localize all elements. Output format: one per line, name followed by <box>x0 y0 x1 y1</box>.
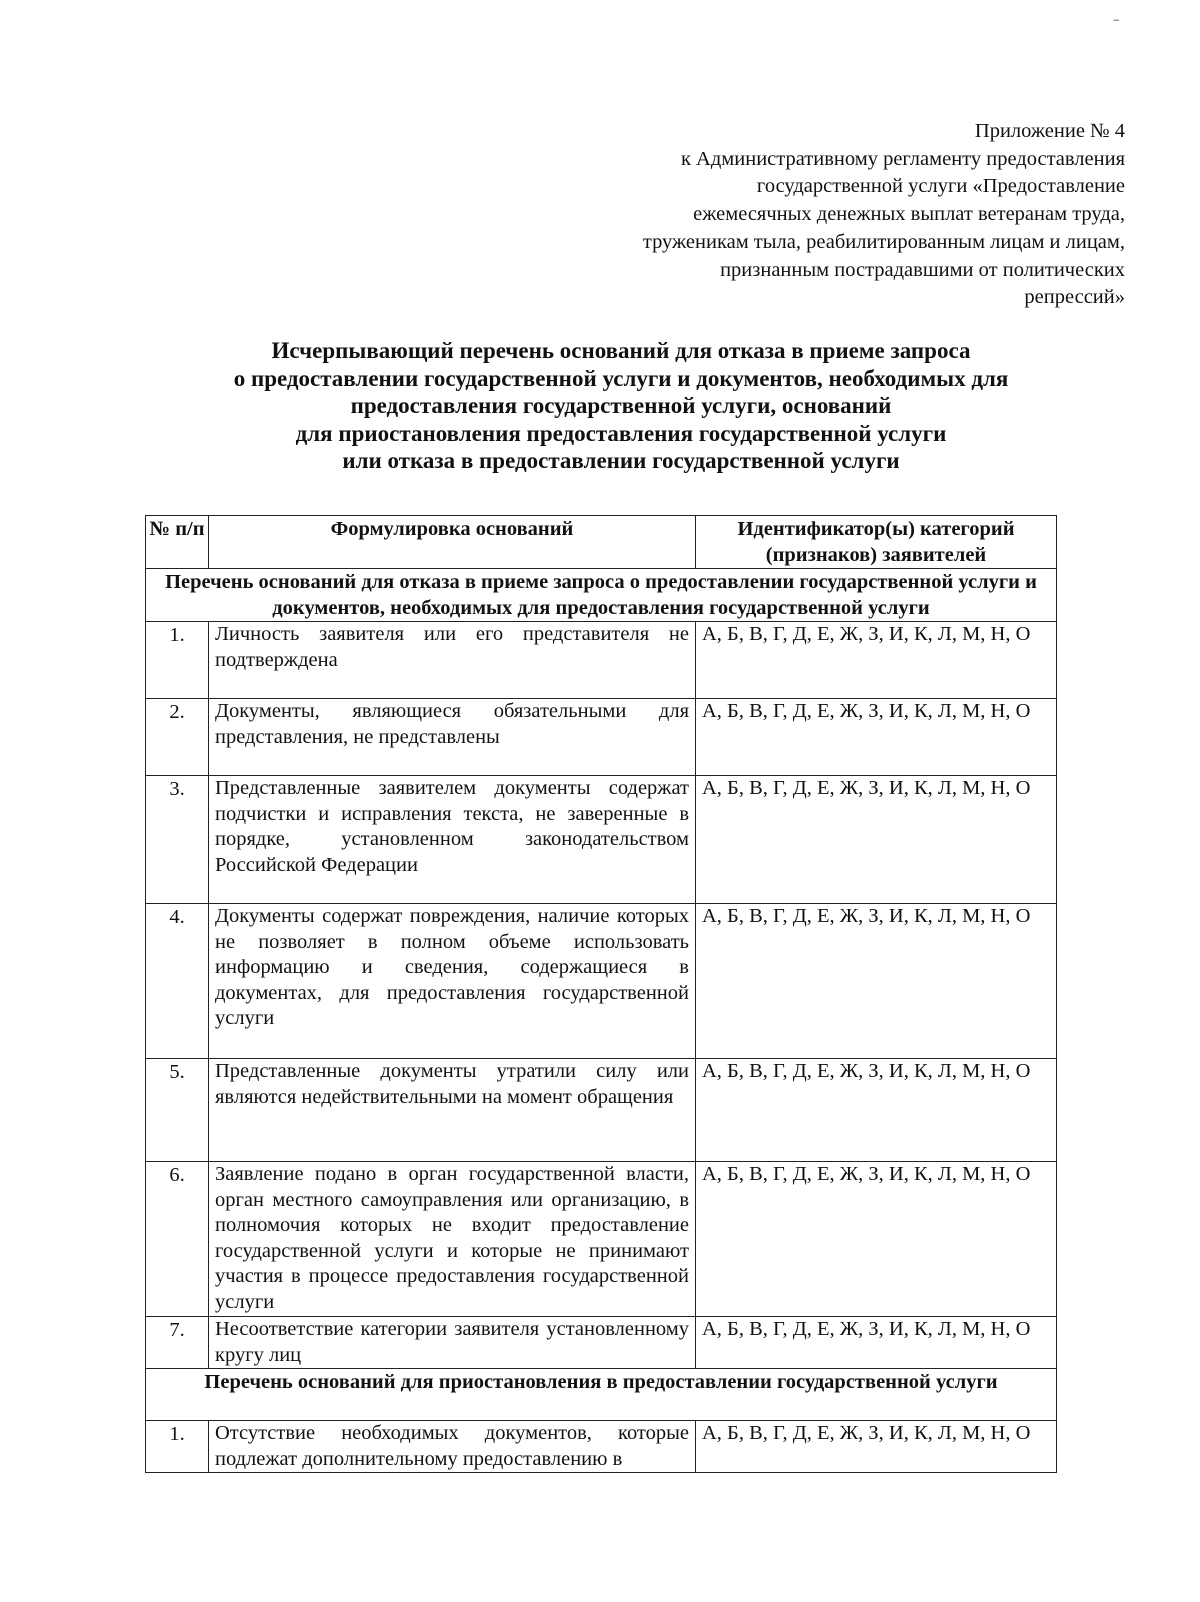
header-ids: Идентификатор(ы) категорий (признаков) заявителей <box>696 516 1057 569</box>
title-line: Исчерпывающий перечень оснований для отказа в приеме запроса <box>271 338 971 363</box>
row-num: 5. <box>146 1059 209 1162</box>
title-line: о предоставлении государственной услуги и документов, необходимых для <box>233 365 1009 391</box>
document-title <box>150 337 1092 475</box>
section-row <box>146 1369 1057 1421</box>
row-num: 4. <box>146 904 209 1059</box>
appendix-line: признанным пострадавшими от политических <box>720 258 1125 281</box>
appendix-line: труженикам тыла, реабилитированным лицам и лицам, <box>642 230 1125 253</box>
appendix-line: Приложение № 4 <box>974 120 1125 142</box>
row-reason: Заявление подано в орган государственной власти, орган местного самоуправления или организацию, в полномочия которых не входит предоставление государственной услуги и которые не принимают участия в процессе предоставления государственной услуги <box>209 1162 696 1317</box>
title-line: предоставления государственной услуги, оснований <box>350 393 892 418</box>
row-ids: А, Б, В, Г, Д, Е, Ж, З, И, К, Л, М, Н, О <box>696 1162 1057 1317</box>
table-row <box>146 1162 1057 1317</box>
row-reason: Отсутствие необходимых документов, которые подлежат дополнительному предоставлению в <box>209 1421 696 1473</box>
appendix-line: ежемесячных денежных выплат ветеранам труда, <box>693 203 1125 226</box>
row-ids: А, Б, В, Г, Д, Е, Ж, З, И, К, Л, М, Н, О <box>696 1059 1057 1162</box>
row-num: 1. <box>146 622 209 699</box>
header-num: № п/п <box>146 516 209 569</box>
table-row <box>146 699 1057 776</box>
section-title: Перечень оснований для отказа в приеме запроса о предоставлении государственной услуги и документов, необходимых для предоставления государственной услуги <box>146 569 1057 622</box>
header-reason: Формулировка оснований <box>209 516 696 569</box>
table-row <box>146 904 1057 1059</box>
row-reason: Личность заявителя или его представителя не подтверждена <box>209 622 696 699</box>
row-ids: А, Б, В, Г, Д, Е, Ж, З, И, К, Л, М, Н, О <box>696 1317 1057 1369</box>
appendix-line: репрессий» <box>1024 286 1125 309</box>
row-ids: А, Б, В, Г, Д, Е, Ж, З, И, К, Л, М, Н, О <box>696 776 1057 904</box>
row-num: 6. <box>146 1162 209 1317</box>
grounds-table <box>145 515 1057 1473</box>
row-reason: Документы содержат повреждения, наличие которых не позволяет в полном объеме использовать информацию и сведения, содержащиеся в документах, для предоставления государственной услуги <box>209 904 696 1059</box>
row-ids: А, Б, В, Г, Д, Е, Ж, З, И, К, Л, М, Н, О <box>696 699 1057 776</box>
title-line: для приостановления предоставления государственной услуги <box>295 420 947 446</box>
table-row <box>146 776 1057 904</box>
table-row <box>146 1059 1057 1162</box>
row-ids: А, Б, В, Г, Д, Е, Ж, З, И, К, Л, М, Н, О <box>696 1421 1057 1473</box>
table-row <box>146 622 1057 699</box>
row-reason: Документы, являющиеся обязательными для представления, не представлены <box>209 699 696 776</box>
table-row <box>146 1317 1057 1369</box>
row-num: 1. <box>146 1421 209 1473</box>
row-reason: Представленные заявителем документы содержат подчистки и исправления текста, не заверенные в порядке, установленном законодательством Российской Федерации <box>209 776 696 904</box>
title-line: или отказа в предоставлении государственной услуги <box>342 448 900 473</box>
section-title: Перечень оснований для приостановления в предоставлении государственной услуги <box>146 1369 1057 1421</box>
section-row <box>146 569 1057 622</box>
row-num: 2. <box>146 699 209 776</box>
row-ids: А, Б, В, Г, Д, Е, Ж, З, И, К, Л, М, Н, О <box>696 904 1057 1059</box>
appendix-line: государственной услуги «Предоставление <box>756 175 1125 198</box>
appendix-block <box>505 118 1125 312</box>
row-ids: А, Б, В, Г, Д, Е, Ж, З, И, К, Л, М, Н, О <box>696 622 1057 699</box>
page-mark: - <box>1113 8 1120 30</box>
appendix-line: к Административному регламенту предоставления <box>680 147 1125 170</box>
row-reason: Представленные документы утратили силу или являются недействительными на момент обращения <box>209 1059 696 1162</box>
table-header-row <box>146 516 1057 569</box>
row-num: 7. <box>146 1317 209 1369</box>
row-num: 3. <box>146 776 209 904</box>
row-reason: Несоответствие категории заявителя установленному кругу лиц <box>209 1317 696 1369</box>
table-row <box>146 1421 1057 1473</box>
